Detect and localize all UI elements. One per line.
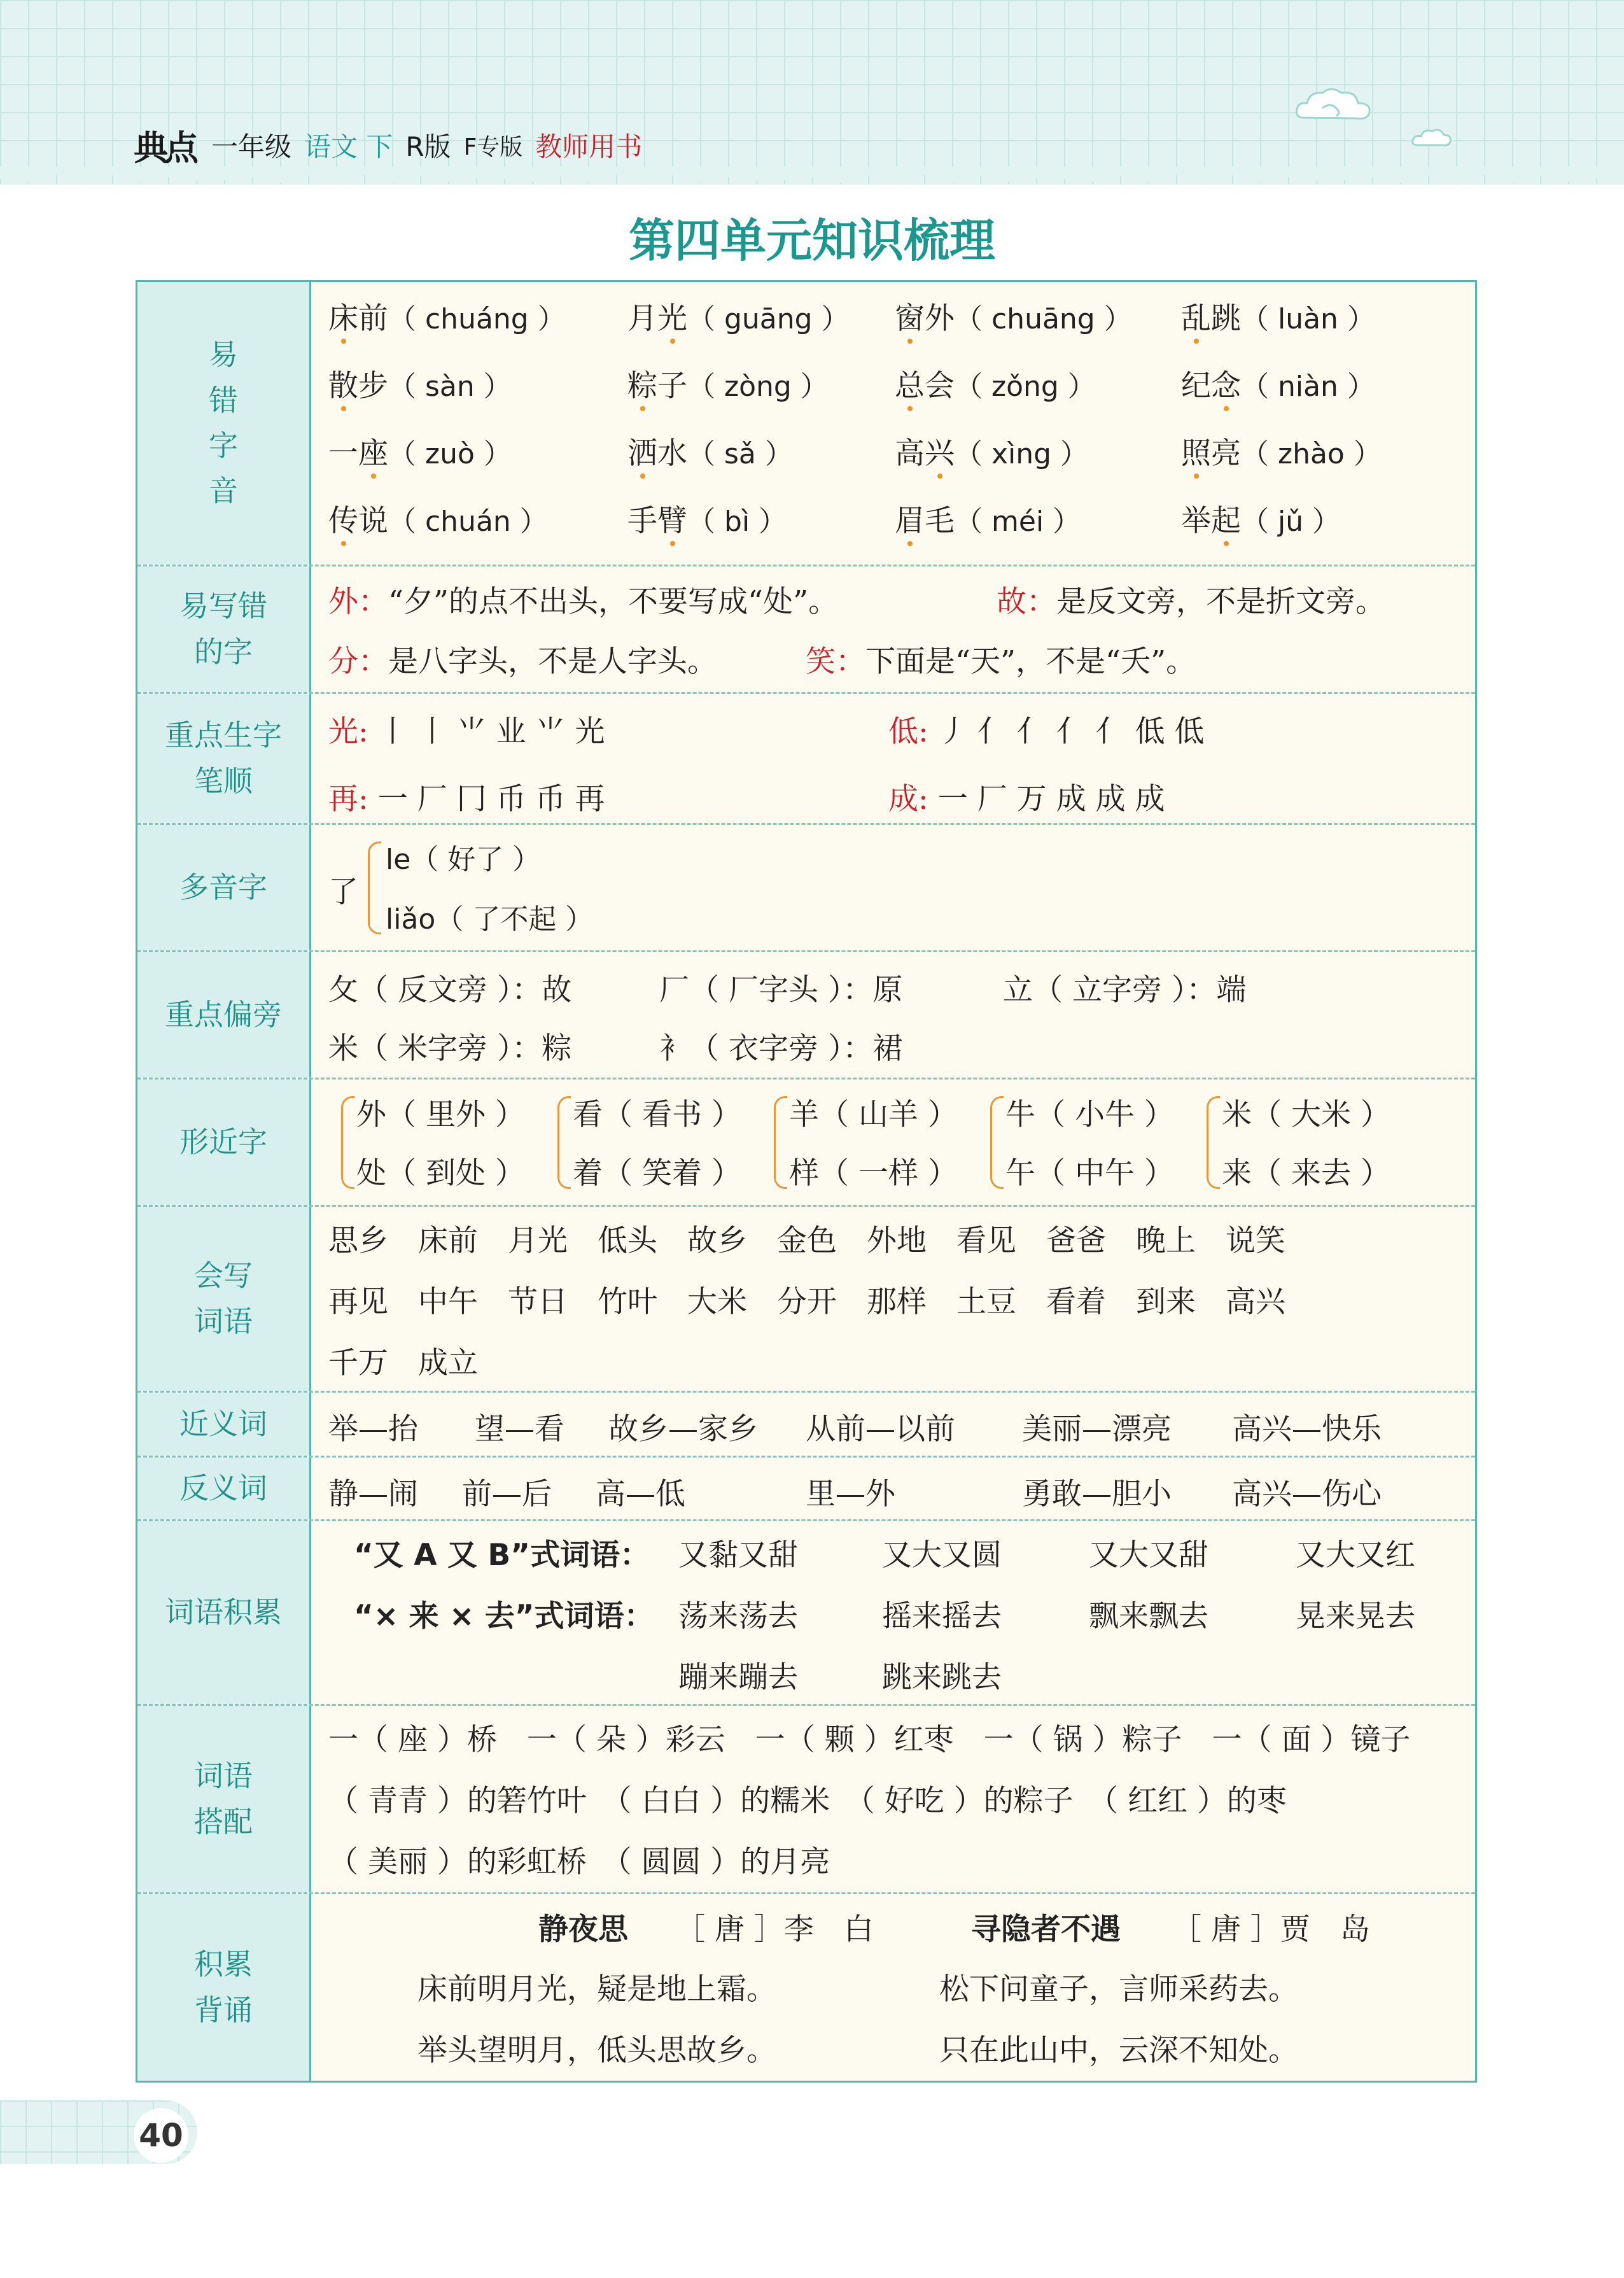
char: 纪 (1181, 369, 1211, 404)
char: 粽 (627, 362, 657, 405)
cloud-icon (1292, 83, 1375, 127)
brace-icon (1207, 1096, 1220, 1189)
header-book-type: 教师用书 (535, 131, 643, 162)
radical-item: 立（ 立字旁 ）：端 (1003, 973, 1247, 1008)
pinyin: （ méi ） (955, 505, 1081, 538)
polyphone-char: 了 (328, 875, 358, 910)
pinyin: （ zhào ） (1241, 438, 1382, 470)
pinyin-word (627, 430, 793, 472)
synonym-pair: 望—看 (475, 1412, 564, 1447)
word-line: 再见 中午 节日 竹叶 大米 分开 那样 土豆 看着 到来 高兴 (328, 1284, 1285, 1319)
pinyin: （ sǎ ） (687, 438, 793, 470)
row-label: 词语积累 (137, 1521, 311, 1704)
pinyin: （ chuáng ） (388, 303, 566, 335)
pattern-label: “又 A 又 B”式词语： (354, 1538, 650, 1573)
collocation-content (328, 1706, 1469, 1892)
row-stroke-order (137, 692, 1475, 823)
pinyin-word (895, 497, 1081, 540)
similar-char: 午（ 中午 ） (1005, 1156, 1174, 1191)
accum-word: 又大又红 (1296, 1538, 1415, 1573)
pinyin: （ zòng ） (687, 370, 829, 403)
pinyin-word (328, 497, 548, 540)
pinyin-word (895, 362, 1096, 405)
header-wave-edge (0, 167, 1624, 192)
pinyin-word (328, 362, 512, 405)
accumulation-content (328, 1521, 1469, 1704)
row-label: 易 错 字 音 (137, 282, 311, 565)
row-antonyms (137, 1456, 1475, 1519)
char: 步 (358, 369, 388, 404)
synonym-pair: 美丽—漂亮 (1022, 1412, 1172, 1447)
row-write-words (137, 1205, 1475, 1391)
row-label: 重点偏旁 (137, 952, 311, 1078)
accum-word: 荡来荡去 (678, 1599, 798, 1634)
stroke-item: 成: 一 厂 万 成 成 成 (888, 782, 1165, 817)
pinyin-word (328, 295, 566, 337)
brace-icon (557, 1096, 571, 1189)
row-label: 反义词 (137, 1458, 311, 1519)
poem-line: 床前明月光，疑是地上霜。 (417, 1972, 776, 2007)
pinyin: （ zuò ） (388, 438, 512, 470)
char: 座 (358, 430, 388, 472)
accum-word: 跳来跳去 (882, 1660, 1002, 1695)
accum-word: 摇来摇去 (882, 1599, 1002, 1634)
char: 高 (895, 436, 925, 471)
pinyin: （ xìng ） (955, 438, 1089, 470)
stroke-item: 光: 丨 丨 ⺌ 业 ⺌ 光 (328, 714, 605, 749)
small-cloud-icon (1410, 125, 1454, 150)
char: 臂 (657, 497, 687, 540)
similar-content (328, 1079, 1469, 1205)
logo: 典点 (134, 127, 195, 168)
char: 总 (895, 362, 925, 405)
char: 手 (627, 503, 657, 538)
poem-line: 只在此山中，云深不知处。 (939, 2033, 1298, 2068)
radical-item: 厂（ 厂字头 ）：原 (659, 973, 903, 1008)
char: 念 (1211, 362, 1241, 405)
brace-icon (990, 1096, 1004, 1189)
synonym-pair: 高兴—快乐 (1232, 1412, 1382, 1447)
char: 月 (627, 301, 657, 336)
accum-word: 蹦来蹦去 (678, 1660, 798, 1695)
antonym-content (328, 1458, 1469, 1519)
antonym-pair: 勇敢—胆小 (1022, 1477, 1172, 1512)
row-polyphone (137, 823, 1475, 950)
row-label: 积累 背诵 (137, 1894, 311, 2081)
similar-char: 看（ 看书 ） (573, 1097, 741, 1132)
similar-char: 外（ 里外 ） (356, 1097, 525, 1132)
pinyin-word (627, 497, 787, 540)
radical-item: 米（ 米字旁 ）：粽 (328, 1031, 572, 1066)
stroke-content (328, 694, 1469, 823)
collocation-line: 一（ 座 ）桥 一（ 朵 ）彩云 一（ 颗 ）红枣 一（ 锅 ）粽子 一（ 面 ）镜子 (328, 1722, 1411, 1757)
pinyin-word (1181, 362, 1375, 405)
poem-author: ［ 唐 ］李 白 (675, 1912, 874, 1947)
char: 一 (328, 436, 358, 471)
pinyin: （ luàn ） (1241, 303, 1375, 335)
synonym-pair: 举—抬 (328, 1412, 418, 1447)
accum-word: 飘来飘去 (1089, 1599, 1208, 1634)
char: 举 (1181, 503, 1211, 538)
poem-title: 寻隐者不遇 (971, 1912, 1121, 1947)
accum-word: 又大又圆 (882, 1538, 1002, 1573)
char: 会 (925, 369, 955, 404)
pinyin-word (328, 430, 512, 472)
char: 毛 (925, 503, 955, 538)
similar-char: 处（ 到处 ） (356, 1156, 525, 1191)
pinyin: （ chuán ） (388, 505, 548, 538)
char: 床 (328, 295, 358, 337)
accum-word: 又黏又甜 (678, 1538, 798, 1573)
stroke-item: 低: 丿 亻 亻 亻 亻 低 低 (888, 714, 1205, 749)
row-label: 近义词 (137, 1393, 311, 1456)
miswrite-item: 笑：下面是“天”，不是“夭”。 (806, 644, 1196, 679)
row-label: 多音字 (137, 825, 311, 950)
page-number: 40 (134, 2108, 188, 2163)
row-recitation (137, 1892, 1475, 2081)
row-word-accumulation (137, 1519, 1475, 1704)
pinyin-word (1181, 497, 1340, 540)
page-title: 第四单元知识梳理 (628, 214, 995, 267)
similar-char: 着（ 笑着 ） (573, 1156, 741, 1191)
antonym-pair: 高兴—伤心 (1232, 1477, 1382, 1512)
header-special: F专版 (463, 134, 523, 160)
char: 照 (1181, 430, 1211, 472)
radical-item: 攵（ 反文旁 ）：故 (328, 973, 572, 1008)
knowledge-table (136, 280, 1477, 2083)
poem-title: 静夜思 (538, 1912, 628, 1947)
similar-char: 羊（ 山羊 ） (789, 1097, 958, 1132)
collocation-line: （ 青青 ）的箬竹叶 （ 白白 ）的糯米 （ 好吃 ）的粽子 （ 红红 ）的枣 (328, 1783, 1287, 1818)
accum-word: 又大又甜 (1089, 1538, 1208, 1573)
char: 洒 (627, 430, 657, 472)
poem-author: ［ 唐 ］贾 岛 (1172, 1912, 1370, 1947)
pinyin-word (627, 362, 829, 405)
char: 水 (657, 436, 687, 471)
word-line: 思乡 床前 月光 低头 故乡 金色 外地 看见 爸爸 晚上 说笑 (328, 1223, 1285, 1258)
pinyin: （ zǒng ） (955, 370, 1096, 403)
pinyin: （ jǔ ） (1241, 505, 1341, 538)
char: 光 (657, 295, 687, 337)
char: 说 (358, 503, 388, 538)
pinyin: （ niàn ） (1241, 370, 1375, 403)
miswrite-item: 故：是反文旁，不是折文旁。 (997, 584, 1385, 619)
pinyin: （ chuāng ） (955, 303, 1132, 335)
polyphone-content (328, 825, 1469, 950)
header-subject: 语文 下 (304, 131, 393, 162)
brace-icon (774, 1096, 787, 1189)
header-grade: 一年级 (211, 131, 292, 162)
char: 散 (328, 362, 358, 405)
row-collocation (137, 1704, 1475, 1892)
row-similar-chars (137, 1078, 1475, 1205)
header-brand (134, 125, 655, 168)
row-radical (137, 950, 1475, 1078)
pinyin-word (627, 295, 850, 337)
char: 子 (657, 369, 687, 404)
similar-char: 牛（ 小牛 ） (1005, 1097, 1174, 1132)
row-label: 重点生字 笔顺 (137, 694, 311, 823)
char: 外 (925, 301, 955, 336)
char: 前 (358, 301, 388, 336)
pinyin: （ guāng ） (687, 303, 850, 335)
antonym-pair: 里—外 (806, 1477, 895, 1512)
synonym-pair: 故乡—家乡 (608, 1412, 758, 1447)
char: 传 (328, 497, 358, 540)
brace-icon (368, 841, 381, 934)
pinyin: （ sàn ） (388, 370, 512, 403)
row-label: 会写 词语 (137, 1207, 311, 1391)
brace-icon (341, 1096, 354, 1189)
pinyin-word (895, 295, 1132, 337)
similar-char: 样（ 一样 ） (789, 1156, 958, 1191)
row-synonyms (137, 1391, 1475, 1456)
pinyin-grid (328, 282, 1469, 565)
synonym-content (328, 1393, 1469, 1456)
write-words-content (328, 1207, 1469, 1391)
similar-char: 米（ 大米 ） (1222, 1097, 1390, 1132)
accum-word: 晃来晃去 (1296, 1599, 1415, 1634)
poem-line: 举头望明月，低头思故乡。 (417, 2033, 776, 2068)
collocation-line: （ 美丽 ）的彩虹桥 （ 圆圆 ）的月亮 (328, 1845, 830, 1880)
row-miswrite (137, 565, 1475, 692)
char: 亮 (1211, 436, 1241, 471)
pattern-label: “× 来 × 去”式词语： (354, 1599, 654, 1634)
miswrite-content (328, 566, 1469, 692)
pinyin-word (1181, 295, 1375, 337)
polyphone-reading: liǎo（ 了不起 ） (386, 903, 594, 936)
radical-item: 衤（ 衣字旁 ）：裙 (659, 1031, 903, 1066)
char: 跳 (1211, 301, 1241, 336)
antonym-pair: 静—闹 (328, 1477, 418, 1512)
row-pinyin (137, 282, 1475, 565)
miswrite-item: 外：“夕”的点不出头，不要写成“处”。 (328, 584, 839, 619)
similar-char: 来（ 来去 ） (1222, 1156, 1390, 1191)
header-version: R版 (405, 131, 451, 162)
pinyin: （ bì ） (687, 505, 787, 538)
synonym-pair: 从前—以前 (806, 1412, 955, 1447)
polyphone-reading: le（ 好了 ） (386, 843, 541, 876)
recitation-content (328, 1894, 1469, 2081)
antonym-pair: 前—后 (462, 1477, 552, 1512)
poem-line: 松下问童子，言师采药去。 (939, 1972, 1298, 2007)
miswrite-item: 分：是八字头，不是人字头。 (328, 644, 717, 679)
char: 眉 (895, 497, 925, 540)
char: 窗 (895, 295, 925, 337)
stroke-item: 再: 一 厂 冂 币 币 再 (328, 782, 605, 817)
word-line: 千万 成立 (328, 1346, 478, 1381)
radical-content (328, 952, 1469, 1078)
antonym-pair: 高—低 (596, 1477, 685, 1512)
char: 兴 (925, 430, 955, 472)
char: 起 (1211, 497, 1241, 540)
row-label: 形近字 (137, 1079, 311, 1205)
pinyin-word (895, 430, 1088, 472)
char: 乱 (1181, 295, 1211, 337)
row-label: 易写错 的字 (137, 566, 311, 692)
pinyin-word (1181, 430, 1382, 472)
row-label: 词语 搭配 (137, 1706, 311, 1892)
